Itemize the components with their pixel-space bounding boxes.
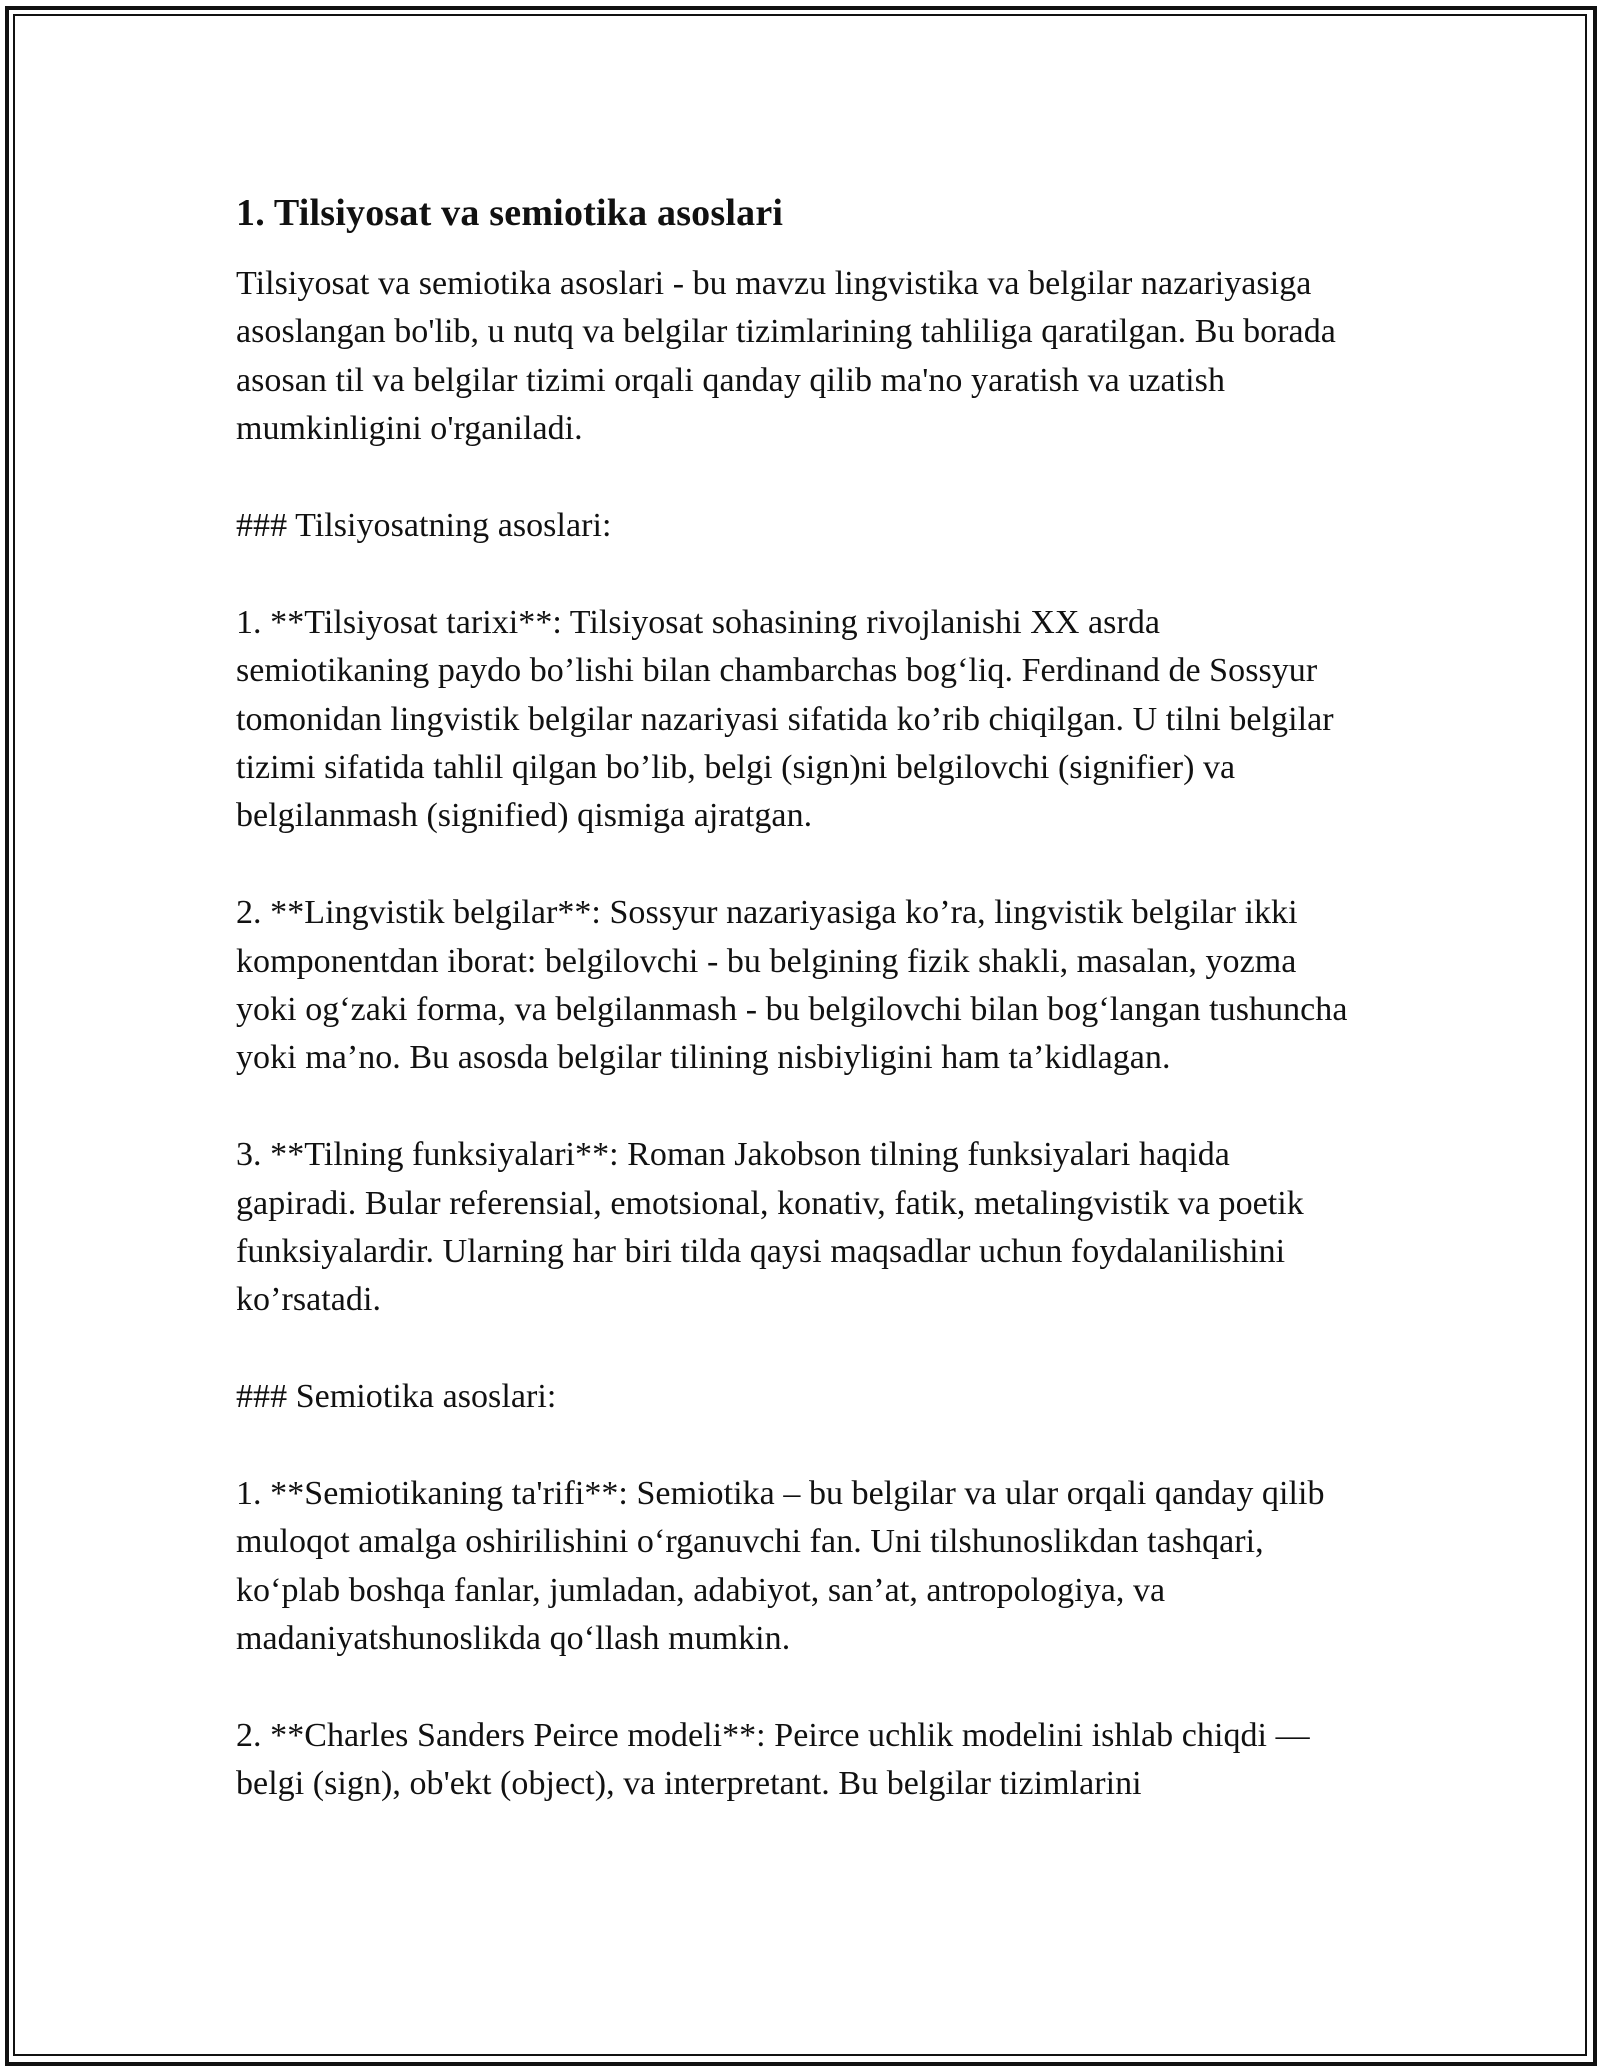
spacer	[236, 1422, 1356, 1470]
intro-paragraph: Tilsiyosat va semiotika asoslari - bu mavzu lingvistika va belgilar nazariyasiga asoslangan bo'lib, u nutq va belgilar tizimlarining tahliliga qaratilgan. Bu borada asosan til va belgilar tizimi orqali qanday qilib ma'no yaratish va uzatish mumkinligini o'rganiladi.	[236, 265, 1336, 448]
document-title: 1. Tilsiyosat va semiotika asoslari	[236, 192, 784, 234]
list-item-semiotikaning-tarifi: 1. **Semiotikaning ta'rifi**: Semiotika – bu belgilar va ular orqali qanday qilib muloqot amalga oshirilishini o‘rganuvchi fan. Uni tilshunoslikdan tashqari, ko‘plab boshqa fanlar, jumladan, adabiyot, san’at, antropologiya, va madaniyatshunoslikda qo‘llash mumkin.	[236, 1475, 1325, 1658]
document-body	[236, 186, 1356, 1809]
spacer	[236, 240, 1356, 260]
spacer	[236, 1325, 1356, 1373]
spacer	[236, 841, 1356, 889]
list-item-tilning-funksiyalari: 3. **Tilning funksiyalari**: Roman Jakobson tilning funksiyalari haqida gapiradi. Bular referensial, emotsional, konativ, fatik, metalingvistik va poetik funksiyalardir. Ularning har biri tilda qaysi maqsadlar uchun foydalanilishini ko’rsatadi.	[236, 1136, 1304, 1319]
list-item-peirce-modeli: 2. **Charles Sanders Peirce modeli**: Peirce uchlik modelini ishlab chiqdi — belgi (sign), ob'ekt (object), va interpretant. Bu belgilar tizimlarini	[236, 1717, 1310, 1803]
spacer	[236, 1083, 1356, 1131]
list-item-lingvistik-belgilar: 2. **Lingvistik belgilar**: Sossyur nazariyasiga ko’ra, lingvistik belgilar ikki komponentdan iborat: belgilovchi - bu belgining fizik shakli, masalan, yozma yoki og‘zaki forma, va belgilanmash - bu belgilovchi bilan bog‘langan tushuncha yoki ma’no. Bu asosda belgilar tilining nisbiyligini ham ta’kidlagan.	[236, 894, 1348, 1077]
spacer	[236, 550, 1356, 598]
spacer	[236, 454, 1356, 502]
section-heading-tilsiyosat: ### Tilsiyosatning asoslari:	[236, 507, 612, 545]
spacer	[236, 1664, 1356, 1712]
section-heading-semiotika: ### Semiotika asoslari:	[236, 1378, 557, 1416]
list-item-tilsiyosat-tarixi: 1. **Tilsiyosat tarixi**: Tilsiyosat sohasining rivojlanishi XX asrda semiotikaning paydo bo’lishi bilan chambarchas bog‘liq. Ferdinand de Sossyur tomonidan lingvistik belgilar nazariyasi sifatida ko’rib chiqilgan. U tilni belgilar tizimi sifatida tahlil qilgan bo’lib, belgi (sign)ni belgilovchi (signifier) va belgilanmash (signified) qismiga ajratgan.	[236, 603, 1334, 835]
